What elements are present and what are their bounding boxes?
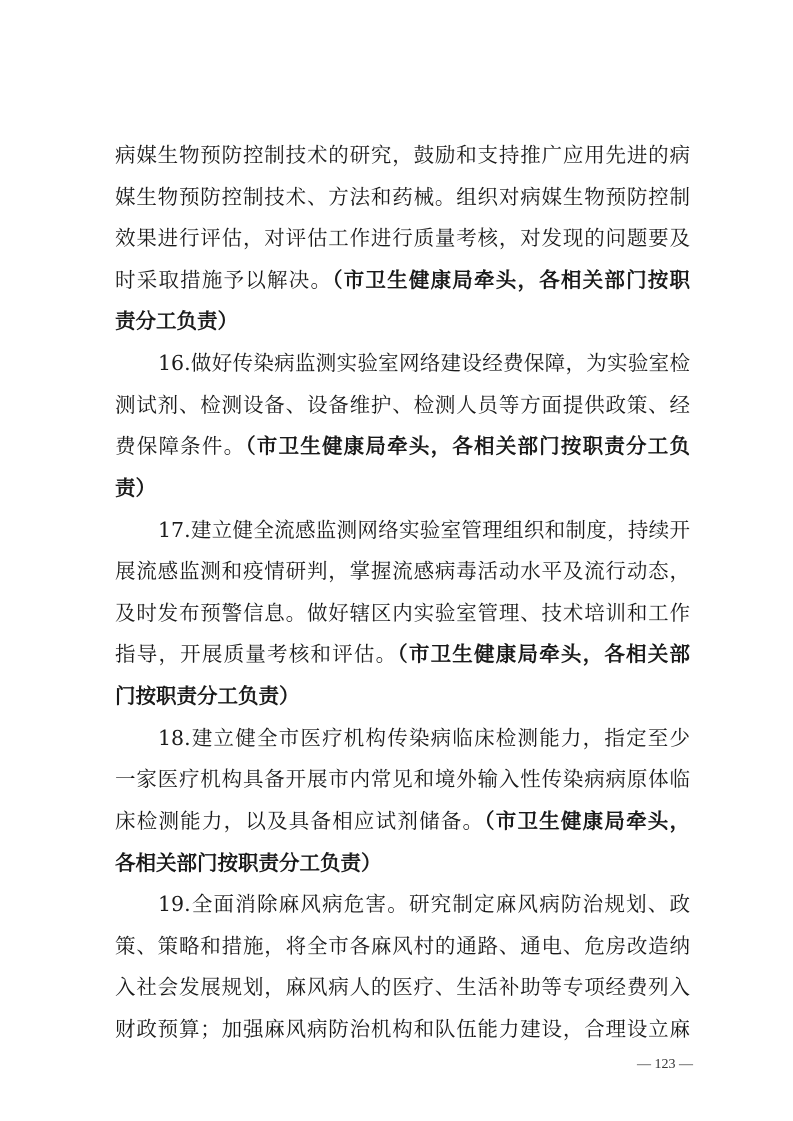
text: 17.建立健全流感监测网络实验室管理组织和制度，持续开 <box>158 518 690 542</box>
item-19-line-3 <box>115 970 690 1004</box>
item-17-line-5 <box>115 679 690 713</box>
page-number: — 123 — <box>637 1057 693 1072</box>
item-18-line-4 <box>115 846 690 880</box>
text: 19.全面消除麻风病危害。研究制定麻风病防治规划、政 <box>158 892 690 916</box>
text: 财政预算；加强麻风病防治机构和队伍能力建设，合理设立麻 <box>115 1017 690 1041</box>
text: 18.建立健全市医疗机构传染病临床检测能力，指定至少 <box>158 726 690 750</box>
responsibility-note: （市卫生健康局牵头，各相关部门按职责分工负 <box>245 434 690 458</box>
text: 及时发布预警信息。做好辖区内实验室管理、技术培训和工作 <box>115 601 690 625</box>
text: 床检测能力，以及具备相应试剂储备。 <box>115 809 485 833</box>
responsibility-note: 门按职责分工负责） <box>115 684 300 708</box>
text: 一家医疗机构具备开展市内常见和境外输入性传染病病原体临 <box>115 767 690 791</box>
responsibility-note: （市卫生健康局牵头， <box>484 809 690 833</box>
item-16-line-3 <box>115 429 690 463</box>
item-17-line-2 <box>115 554 690 588</box>
responsibility-note: （市卫生健康局牵头，各相关部门按职 <box>332 268 690 292</box>
responsibility-note: 各相关部门按职责分工负责） <box>115 851 382 875</box>
text-line-1 <box>115 138 690 172</box>
responsibility-note: （市卫生健康局牵头，各相关部 <box>397 642 690 666</box>
text: 时采取措施予以解决。 <box>115 268 333 292</box>
text-line-3 <box>115 221 690 255</box>
item-16-line-4 <box>115 471 690 505</box>
item-17-line-3 <box>115 596 690 630</box>
item-19-line-2 <box>115 929 690 963</box>
item-19-line-1 <box>158 887 690 921</box>
text: 入社会发展规划，麻风病人的医疗、生活补助等专项经费列入 <box>115 975 690 999</box>
text: 测试剂、检测设备、设备维护、检测人员等方面提供政策、经 <box>115 393 690 417</box>
text: 16.做好传染病监测实验室网络建设经费保障，为实验室检 <box>158 351 690 375</box>
item-18-line-2 <box>115 762 690 796</box>
text: 媒生物预防控制技术、方法和药械。组织对病媒生物预防控制 <box>115 185 690 209</box>
text: 效果进行评估，对评估工作进行质量考核，对发现的问题要及 <box>115 226 690 250</box>
item-17-line-1 <box>158 513 690 547</box>
text-line-5 <box>115 304 690 338</box>
responsibility-note: 责分工负责） <box>115 309 238 333</box>
text: 费保障条件。 <box>115 434 246 458</box>
text-line-4 <box>115 263 690 297</box>
item-18-line-1 <box>158 721 690 755</box>
text-line-2 <box>115 180 690 214</box>
item-17-line-4 <box>115 637 690 671</box>
text: 策、策略和措施，将全市各麻风村的通路、通电、危房改造纳 <box>115 934 690 958</box>
item-19-line-4 <box>115 1012 690 1046</box>
item-18-line-3 <box>115 804 690 838</box>
item-16-line-2 <box>115 388 690 422</box>
text: 指导，开展质量考核和评估。 <box>115 642 398 666</box>
text: 病媒生物预防控制技术的研究，鼓励和支持推广应用先进的病 <box>115 143 690 167</box>
responsibility-note: 责） <box>115 476 156 500</box>
text: 展流感监测和疫情研判，掌握流感病毒活动水平及流行动态， <box>115 559 690 583</box>
item-16-line-1 <box>158 346 690 380</box>
